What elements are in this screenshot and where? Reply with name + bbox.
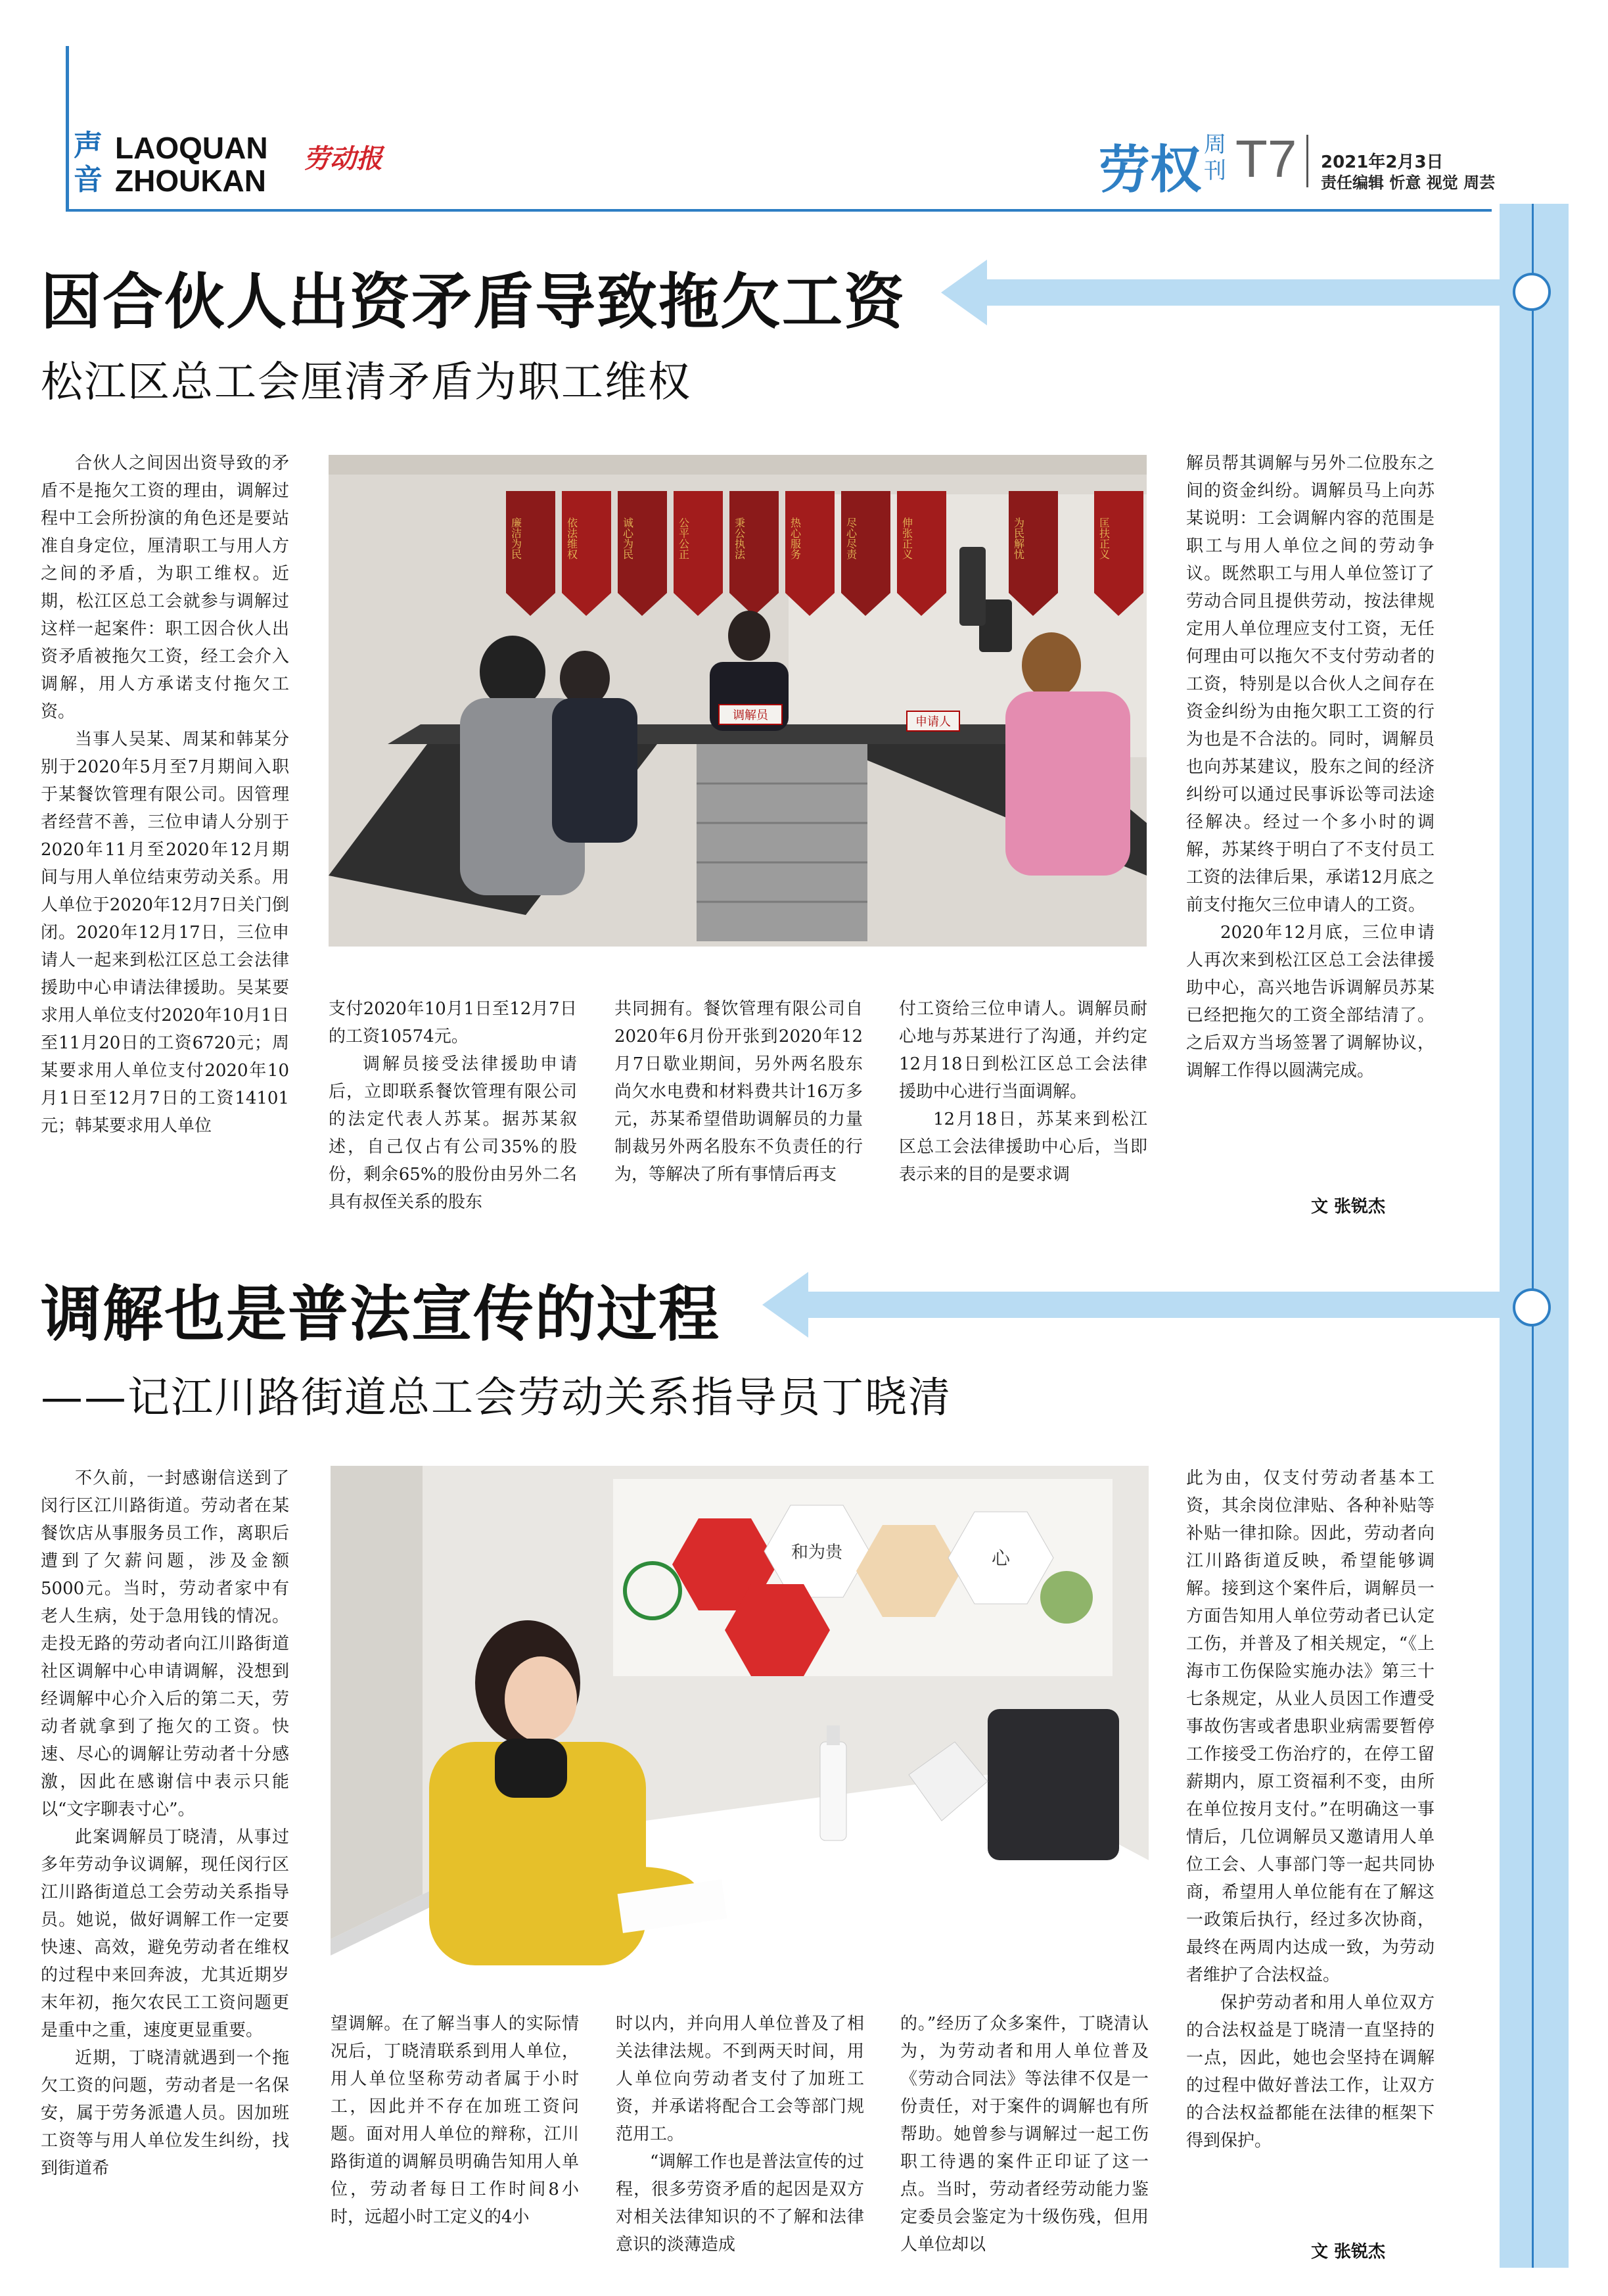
article2-col2: 望调解。在了解当事人的实际情况后，丁晓清联系到用人单位，用人单位坚称劳动者属于小时工，因此并不存在加班工资问题。面对用人单位的辩称，江川路街道的调解员明确告知用人单位，劳动者每日工作时间8小时，远超小时工定义的4小 — [331, 2014, 579, 2227]
article1-col3: 共同拥有。餐饮管理有限公司自2020年6月份开张到2020年12月7日歇业期间，另外两名股东尚欠水电费和材料费共计16万多元，苏某希望借助调解员的力量制裁另外两名股东不负责任的行为，等解决了所有事情后再支 — [614, 999, 863, 1184]
masthead-accent-bar — [66, 46, 69, 210]
nameplate-right: 申请人 — [915, 715, 951, 729]
banner-9-text: 为民解忧 — [1012, 517, 1025, 559]
article1-col4: 付工资给三位申请人。调解员耐心地与苏某进行了沟通，并约定12月18日到松江区总工会法律援助中心进行当面调解。 12月18日，苏某来到松江区总工会法律援助中心后，当即表示来的目的是要求调 — [899, 999, 1147, 1184]
panel-text: 和为贵 — [791, 1543, 843, 1562]
banner-8-text: 伸张正义 — [900, 517, 913, 559]
issue-date: 2021年2月3日 — [1321, 152, 1444, 172]
article2-byline: 文 张锐杰 — [1311, 2242, 1386, 2262]
banner-5-text: 秉公执法 — [733, 517, 746, 559]
editor-credit: 责任编辑 忻意 视觉 周芸 — [1321, 174, 1496, 192]
article2-col4: 的。”经历了众多案件，丁晓清认为，为劳动者和用人单位普及《劳动合同法》等法律不仅是一份责任，对于案件的调解也有所帮助。她曾参与调解过一起工伤职工待遇的案件正印证了这一点。当时，劳动者经劳动能力鉴定委员会鉴定为十级伤残，但用人单位却以 — [900, 2014, 1149, 2255]
counselor-writing-illustration — [331, 1466, 1149, 1965]
decorative-rail — [1500, 204, 1569, 2268]
article2-photo — [331, 1466, 1149, 1965]
mediation-meeting-illustration — [329, 455, 1147, 947]
article1-col1: 合伙人之间因出资导致的矛盾不是拖欠工资的理由，调解过程中工会所扮演的角色还是要站准自身定位，厘清职工与用人方之间的矛盾，为职工维权。近期，松江区总工会就参与调解过这样一起案件：职工因合伙人出资矛盾被拖欠工资，经工会介入调解，用人方承诺支付拖欠工资。 当事人吴某、周某和韩某分别于2020年5月至7月期间入职于某餐饮管理有限公司。因管理者经营不善，三位申请人分别于2020年11月至2020年12月期间与用人单位结束劳动关系。用人单位于2020年12月7日关门倒闭。2020年12月17日，三位申请人一起来到松江区总工会法律援助中心申请法律援助。吴某要求用人单位支付2020年10月1日至11月20日的工资6720元；周某要求用人单位支付2020年10月1日至12月7日的工资14101元；韩某要求用人单位 — [41, 454, 289, 1136]
banner-6-text: 热心服务 — [789, 517, 802, 559]
laodongbao-logo: 劳动报 — [304, 143, 382, 174]
banner-3-text: 诚心为民 — [621, 517, 634, 559]
banner-2-text: 依法维权 — [565, 517, 578, 559]
arrow-bar-1 — [986, 279, 1513, 306]
nameplate-center: 调解员 — [733, 709, 768, 722]
rail-circle-middle — [1513, 1288, 1551, 1326]
article1-title: 因合伙人出资矛盾导致拖欠工资 — [41, 266, 906, 337]
article2-col1: 不久前，一封感谢信送到了闵行区江川路街道。劳动者在某餐饮店从事服务员工作，离职后遭到了欠薪问题，涉及金额5000元。当时，劳动者家中有老人生病，处于急用钱的情况。走投无路的劳动者向江川路街道社区调解中心申请调解，没想到经调解中心介入后的第二天，劳动者就拿到了拖欠的工资。快速、尽心的调解让劳动者十分感激，因此在感谢信中表示只能以“文字聊表寸心”。 此案调解员丁晓清，从事过多年劳动争议调解，现任闵行区江川路街道总工会劳动关系指导员。她说，做好调解工作一定要快速、高效，避免劳动者在维权的过程中来回奔波，尤其近期岁末年初，拖欠农民工工资问题更是重中之重，速度更显重要。 近期，丁晓清就遇到一个拖欠工资的问题，劳动者是一名保安，属于劳务派遣人员。因加班工资等与用人单位发生纠纷，找到街道希 — [41, 1468, 289, 2178]
banner-10-text: 匡扶正义 — [1097, 517, 1111, 559]
article2-title: 调解也是普法宣传的过程 — [41, 1278, 721, 1349]
decorative-rail-line — [1532, 204, 1534, 2268]
article1-subtitle: 松江区总工会厘清矛盾为职工维权 — [41, 358, 691, 407]
article1-photo — [329, 455, 1147, 947]
article1-col5: 解员帮其调解与另外二位股东之间的资金纠纷。调解员马上向苏某说明：工会调解内容的范围是职工与用人单位之间的劳动争议。既然职工与用人单位签订了劳动合同且提供劳动，按法律规定用人单位理应支付工资，无任何理由可以拖欠不支付劳动者的工资，特别是以合伙人之间存在资金纠纷为由拖欠职工工资的行为也是不合法的。同时，调解员也向苏某建议，股东之间的经济纠纷可以通过民事诉讼等司法途径解决。经过一个多小时的调解，苏某终于明白了不支付员工工资的法律后果，承诺12月底之前支付拖欠三位申请人的工资。 2020年12月底，三位申请人再次来到松江区总工会法律援助中心，高兴地告诉调解员苏某已经把拖欠的工资全部结清了。之后双方当场签署了调解协议，调解工作得以圆满完成。 — [1186, 454, 1435, 1081]
article2-col3: 时以内，并向用人单位普及了相关法律法规。不到两天时间，用人单位向劳动者支付了加班工资，并承诺将配合工会等部门规范用工。 “调解工作也是普法宣传的过程，很多劳资矛盾的起因是双方对相关法律知识的不了解和法律意识的淡薄造成 — [616, 2014, 864, 2255]
banner-4-text: 公平公正 — [677, 517, 690, 559]
arrow-head-2 — [762, 1272, 808, 1338]
page-number: T7 — [1235, 129, 1297, 188]
rail-circle-top — [1513, 273, 1551, 311]
masthead-divider — [1306, 135, 1308, 187]
masthead-en: LAOQUAN ZHOUKAN — [115, 131, 268, 198]
arrow-bar-2 — [807, 1292, 1513, 1318]
panel-text-2: 心 — [991, 1547, 1011, 1569]
masthead-cn: 声 音 — [74, 129, 103, 197]
article1-byline: 文 张锐杰 — [1311, 1197, 1386, 1217]
arrow-head-1 — [941, 260, 987, 325]
banner-row — [506, 491, 1143, 616]
article2-subtitle: ——记江川路街道总工会劳动关系指导员丁晓清 — [41, 1374, 952, 1422]
brand-title: 劳权 — [1099, 141, 1202, 200]
masthead-underline — [66, 209, 1492, 212]
article2-col5: 此为由，仅支付劳动者基本工资，其余岗位津贴、各种补贴等补贴一律扣除。因此，劳动者向江川路街道反映，希望能够调解。接到这个案件后，调解员一方面告知用人单位劳动者已认定工伤，并普及了相关规定，“《上海市工伤保险实施办法》第三十七条规定，从业人员因工作遭受事故伤害或者患职业病需要暂停工作接受工伤治疗的，在停工留薪期内，原工资福利不变，由所在单位按月支付。”在明确这一事情后，几位调解员又邀请用人单位工会、人事部门等一起共同协商，希望用人单位能有在了解这一政策后执行，经过多次协商，最终在两周内达成一致，为劳动者维护了合法权益。 保护劳动者和用人单位双方的合法权益是丁晓清一直坚持的一点，因此，她也会坚持在调解的过程中做好普法工作，让双方的合法权益都能在法律的框架下得到保护。 — [1186, 1468, 1435, 2151]
brand-subtitle: 周刊 — [1204, 131, 1226, 184]
banner-1-text: 廉洁为民 — [509, 517, 522, 559]
banner-7-text: 尽心尽责 — [844, 517, 858, 559]
article1-col2: 支付2020年10月1日至12月7日的工资10574元。 调解员接受法律援助申请后，立即联系餐饮管理有限公司的法定代表人苏某。据苏某叙述，自己仅占有公司35%的股份，剩余65%的股份由另外二名具有叔侄关系的股东 — [329, 999, 577, 1212]
